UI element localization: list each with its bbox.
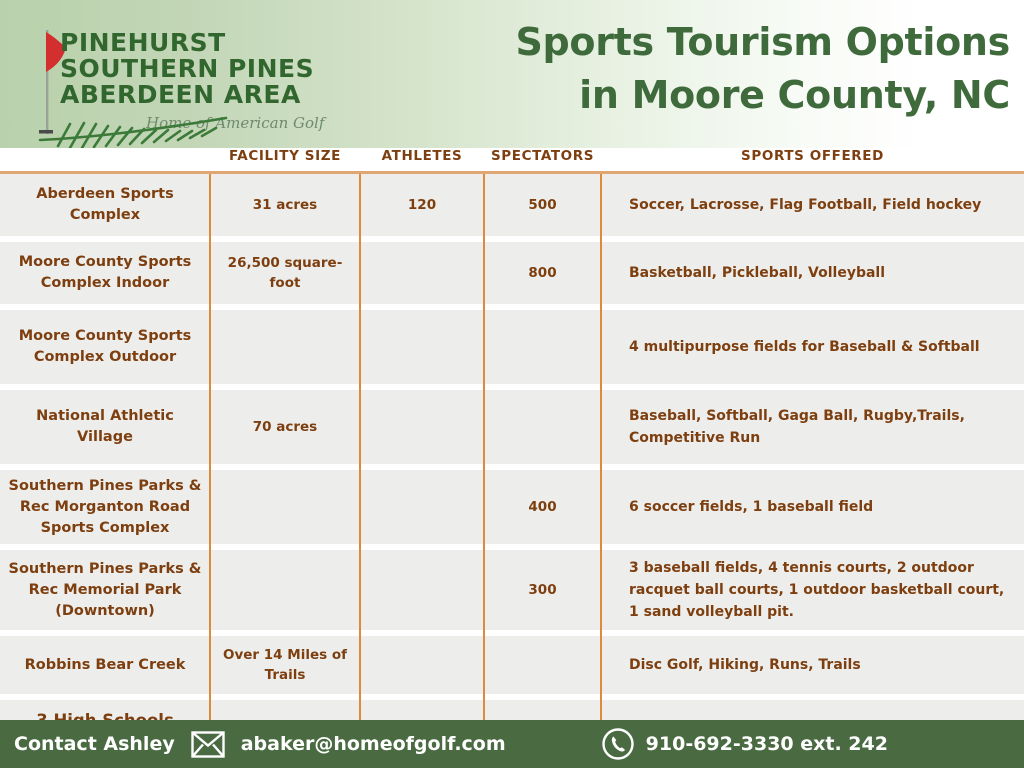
cell-sports-offered: 4 multipurpose fields for Baseball & Softball <box>629 339 980 355</box>
table-row <box>0 242 1024 304</box>
logo-line-1: PINEHURST <box>60 28 226 57</box>
table-column-headers <box>0 148 1024 172</box>
cell-sports-offered: 3 baseball fields, 4 tennis courts, 2 outdoor racquet ball courts, 1 outdoor basketball court, 1 sand volleyball pit. <box>629 560 1005 620</box>
facilities-table <box>0 174 1024 720</box>
phone-icon <box>602 728 634 760</box>
table-row <box>0 174 1024 236</box>
envelope-icon <box>191 731 225 758</box>
pine-branch-icon <box>36 110 236 148</box>
page-title-line-1: Sports Tourism Options <box>515 20 1010 64</box>
table-row <box>0 550 1024 630</box>
cell-sports-offered: 6 soccer fields, 1 baseball field <box>629 499 874 515</box>
cell-sports-offered: Baseball, Softball, Gaga Ball, Rugby,Trails, Competitive Run <box>629 408 965 446</box>
logo-tagline: Home of American Golf <box>146 114 325 132</box>
contact-phone[interactable]: 910-692-3330 ext. 242 <box>645 733 888 755</box>
cell-facility-name: Aberdeen Sports Complex <box>36 186 174 223</box>
cell-facility-size: Over 14 Miles of Trails <box>222 647 347 683</box>
logo <box>18 18 325 136</box>
cell-spectators: 500 <box>528 197 557 213</box>
cell-spectators: 800 <box>528 265 557 281</box>
table-row <box>0 470 1024 544</box>
cell-facility-size: 70 acres <box>252 419 318 435</box>
table-row <box>0 636 1024 694</box>
logo-line-3: ABERDEEN AREA <box>60 80 301 109</box>
column-header-facility-size: FACILITY SIZE <box>229 148 341 164</box>
column-divider-4 <box>600 174 602 720</box>
contact-footer <box>0 720 1024 768</box>
cell-facility-name: Robbins Bear Creek <box>24 656 186 673</box>
column-header-sports-offered: SPORTS OFFERED <box>741 148 884 164</box>
cell-sports-offered: Basketball, Pickleball, Volleyball <box>629 265 886 281</box>
column-header-athletes: ATHLETES <box>381 148 463 164</box>
cell-facility-name: Southern Pines Parks & Rec Morganton Road Sports Complex <box>8 477 202 536</box>
cell-facility-name: Moore County Sports Complex Outdoor <box>18 328 192 365</box>
table-row <box>0 390 1024 464</box>
cell-facility-name: Moore County Sports Complex Indoor <box>18 254 192 291</box>
column-divider-1 <box>209 174 211 720</box>
logo-wordmark <box>60 28 315 109</box>
cell-facility-size: 26,500 square-foot <box>227 255 343 291</box>
header-banner <box>0 0 1024 148</box>
logo-line-2: SOUTHERN PINES <box>60 54 315 83</box>
cell-sports-offered: Disc Golf, Hiking, Runs, Trails <box>629 657 861 673</box>
column-header-spectators: SPECTATORS <box>490 148 595 164</box>
contact-label: Contact Ashley <box>14 733 175 755</box>
cell-facility-size: 31 acres <box>252 197 318 213</box>
cell-sports-offered: Soccer, Lacrosse, Flag Football, Field hockey <box>629 197 982 213</box>
cell-spectators: 300 <box>528 582 557 598</box>
cell-facility-name: Southern Pines Parks & Rec Memorial Park (Downtown) <box>8 560 202 619</box>
page-title <box>450 16 1010 122</box>
cell-spectators: 400 <box>528 499 557 515</box>
page-title-line-2: in Moore County, NC <box>579 73 1010 117</box>
cell-athletes: 120 <box>407 197 437 213</box>
cell-facility-name: National Athletic Village <box>36 408 174 445</box>
contact-email[interactable]: abaker@homeofgolf.com <box>240 733 506 755</box>
column-divider-2 <box>359 174 361 720</box>
column-divider-3 <box>483 174 485 720</box>
table-row <box>0 310 1024 384</box>
